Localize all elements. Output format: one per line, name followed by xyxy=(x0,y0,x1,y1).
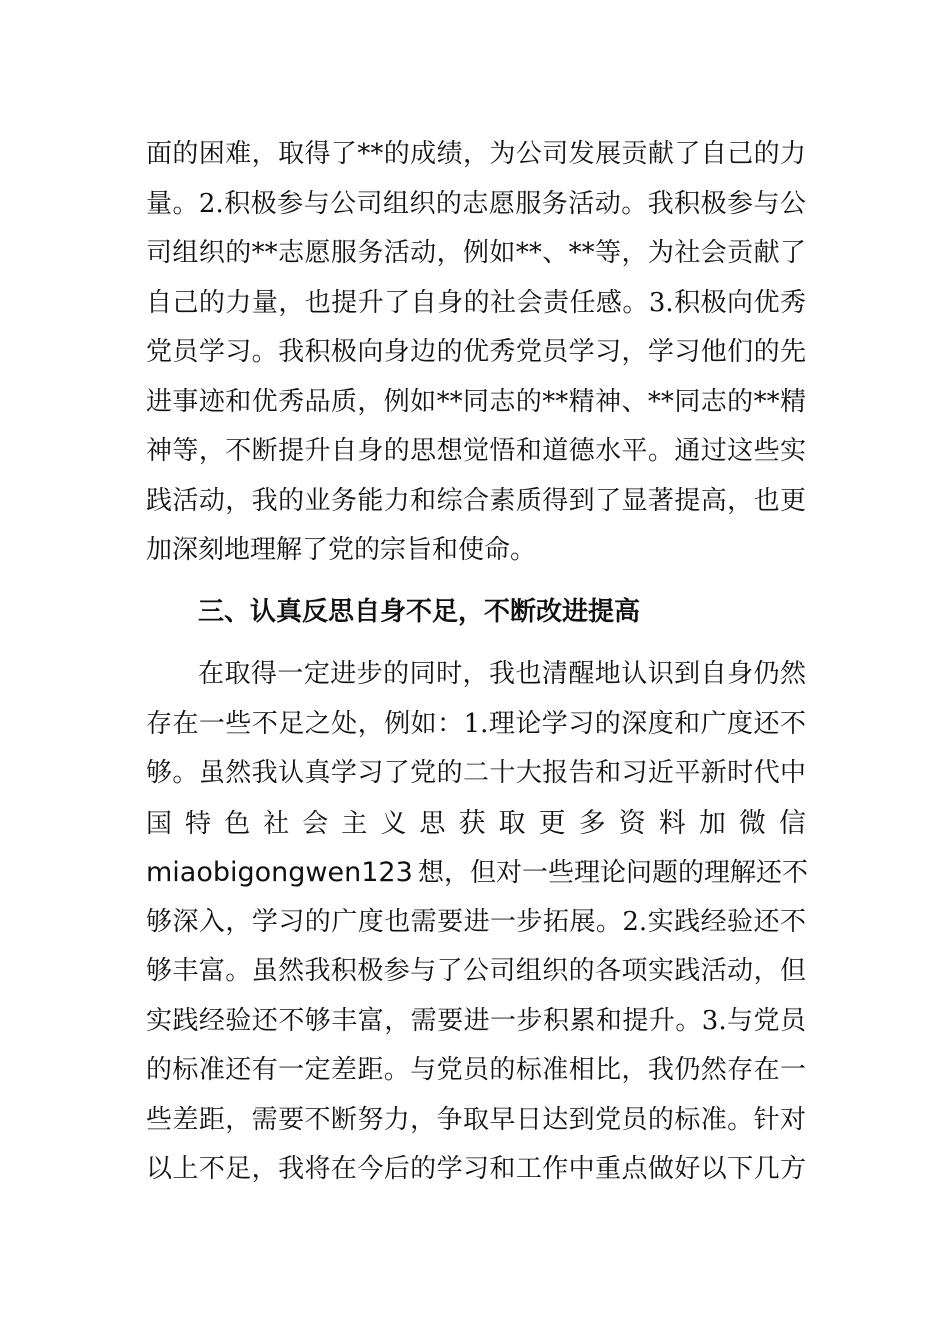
text-line: 在取得一定进步的同时，我也清醒地认识到自身仍然 xyxy=(198,659,806,689)
text-line: 够丰富。虽然我积极参与了公司组织的各项实践活动，但 xyxy=(146,956,806,986)
paragraph-2 xyxy=(146,650,806,1195)
text-fragment: 国特色社会主义思 xyxy=(146,808,459,839)
watermark-ad-id: miaobigongwen123 xyxy=(146,857,413,888)
text-line: 量。2.积极参与公司组织的志愿服务活动。我积极参与公 xyxy=(146,188,806,219)
text-line: 加深刻地理解了党的宗旨和使命。 xyxy=(146,535,537,565)
text-line: 够深入，学习的广度也需要进一步拓展。2.实践经验还不 xyxy=(146,906,806,937)
text-line: 实践经验还不够丰富，需要进一步积累和提升。3.与党员 xyxy=(146,1005,806,1036)
section-heading: 三、认真反思自身不足，不断改进提高 xyxy=(198,597,641,627)
text-line: 的标准还有一定差距。与党员的标准相比，我仍然存在一 xyxy=(146,1055,806,1085)
text-line: 些差距，需要不断努力，争取早日达到党员的标准。针对 xyxy=(146,1104,806,1135)
text-line: 面的困难，取得了**的成绩，为公司发展贡献了自己的力 xyxy=(146,139,806,169)
text-line: 存在一些不足之处，例如：1.理论学习的深度和广度还不 xyxy=(146,708,806,739)
text-line: 自己的力量，也提升了自身的社会责任感。3.积极向优秀 xyxy=(146,287,806,318)
text-line: 神等，不断提升自身的思想觉悟和道德水平。通过这些实 xyxy=(146,436,806,466)
text-fragment: 想，但对一些理论问题的理解还不 xyxy=(417,858,808,888)
text-line: 党员学习。我积极向身边的优秀党员学习，学习他们的先 xyxy=(146,337,806,367)
text-line: 以上不足，我将在今后的学习和工作中重点做好以下几方 xyxy=(146,1154,806,1184)
watermark-ad-text: 获取更多资料加微信 xyxy=(458,807,806,839)
text-line: 进事迹和优秀品质，例如**同志的**精神、**同志的**精 xyxy=(146,386,806,417)
text-line-with-ad xyxy=(146,799,806,849)
text-line: 司组织的**志愿服务活动，例如**、**等，为社会贡献了 xyxy=(146,238,806,268)
text-line-with-ad-id xyxy=(146,848,806,898)
paragraph-1 xyxy=(146,130,806,576)
text-line: 够。虽然我认真学习了党的二十大报告和习近平新时代中 xyxy=(146,758,806,788)
text-line: 践活动，我的业务能力和综合素质得到了显著提高，也更 xyxy=(146,485,806,516)
